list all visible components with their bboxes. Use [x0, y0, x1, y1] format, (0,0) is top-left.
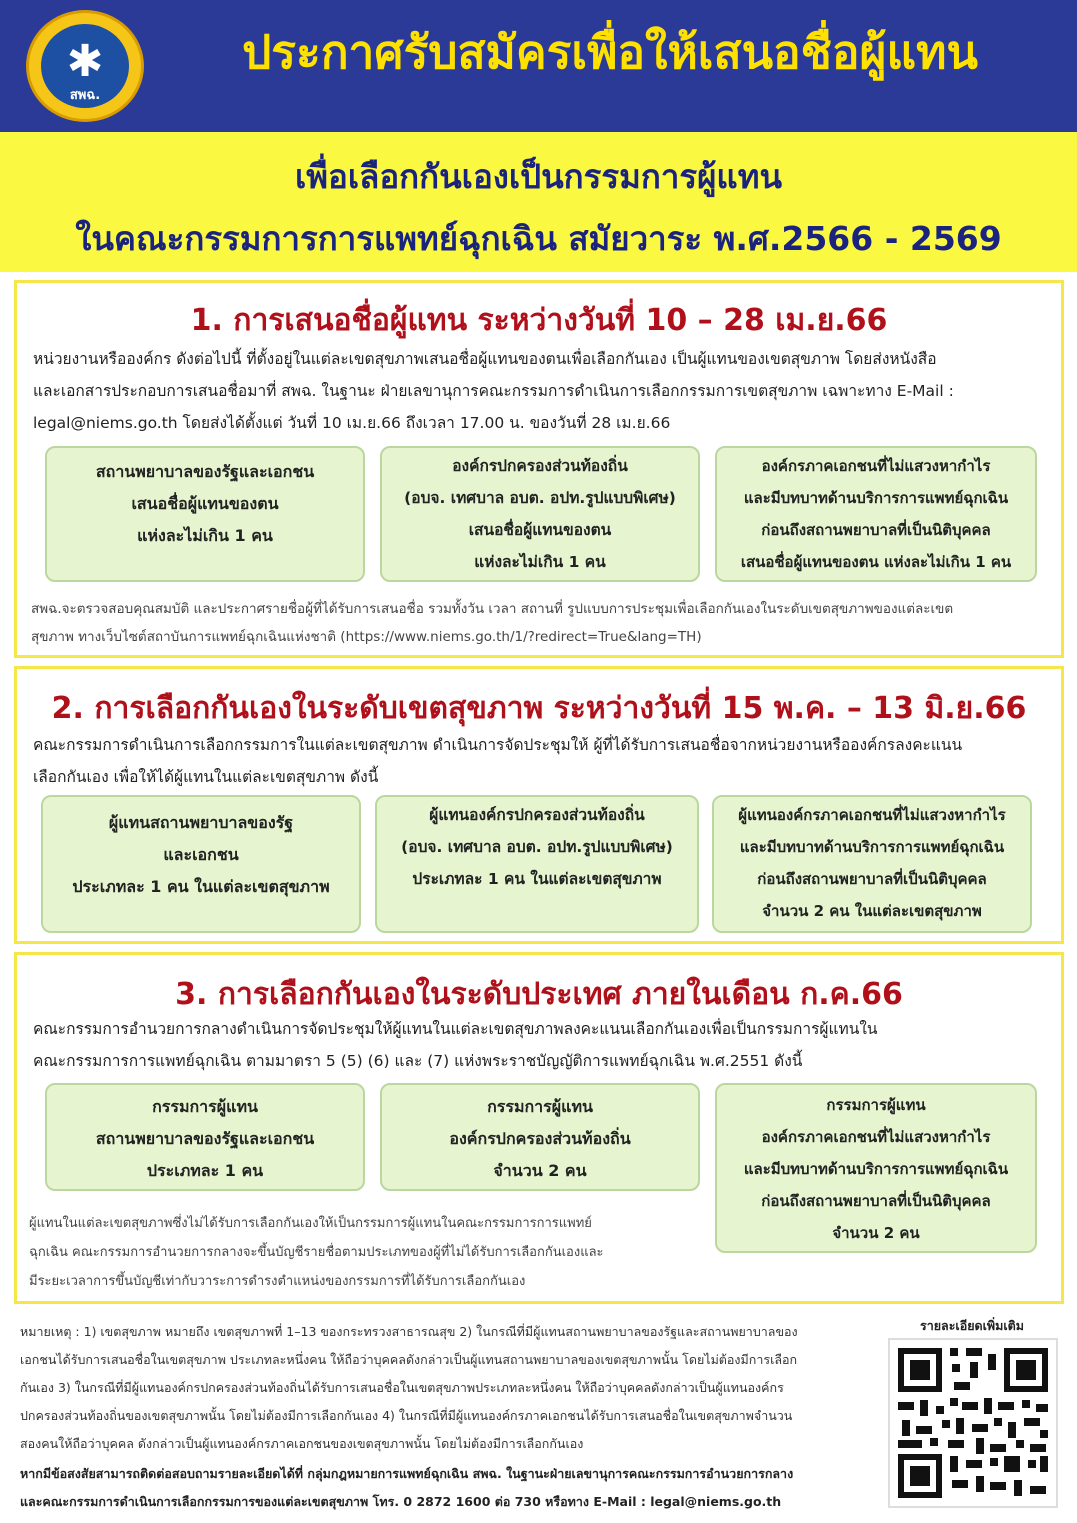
nominee-box-private-org: องค์กรภาคเอกชนที่ไม่แสวงหากำไร และมีบทบาทด้านบริการการแพทย์ฉุกเฉิน ก่อนถึงสถานพยาบาลที่เป็นนิติบุคคล เสนอชื่อผู้แทนของตน แห่งละไม่เกิน 1 คน: [715, 446, 1037, 582]
representative-box-local-gov: ผู้แทนองค์กรปกครองส่วนท้องถิ่น (อบจ. เทศบาล อบต. อปท.รูปแบบพิเศษ) ประเภทละ 1 คน ในแต่ละเขตสุขภาพ: [375, 795, 699, 933]
representative-box-hospitals: ผู้แทนสถานพยาบาลของรัฐ และเอกชน ประเภทละ 1 คน ในแต่ละเขตสุขภาพ: [41, 795, 361, 933]
committee-box-hospitals: กรรมการผู้แทน สถานพยาบาลของรัฐและเอกชน ประเภทละ 1 คน: [45, 1083, 365, 1191]
committee-box-private-org: กรรมการผู้แทน องค์กรภาคเอกชนที่ไม่แสวงหากำไร และมีบทบาทด้านบริการการแพทย์ฉุกเฉิน ก่อนถึงสถานพยาบาลที่เป็นนิติบุคคล จำนวน 2 คน: [715, 1083, 1037, 1253]
section-paragraph: คณะกรรมการอำนวยการกลางดำเนินการจัดประชุมให้ผู้แทนในแต่ละเขตสุขภาพลงคะแนนเลือกกันเองเพื่อเป็นกรรมการผู้แทนใน คณะกรรมการการแพทย์ฉุกเฉิน ตามมาตรา 5 (5) (6) และ (7) แห่งพระราชบัญญัติการแพทย์ฉุกเฉิน พ.ศ.2551 ดังนี้: [33, 1020, 878, 1070]
section-note: ผู้แทนในแต่ละเขตสุขภาพซึ่งไม่ได้รับการเลือกกันเองให้เป็นกรรมการผู้แทนในคณะกรรมการการแพทย์ ฉุกเฉิน คณะกรรมการอำนวยการกลางจะขึ้นบัญชีรายชื่อตามประเภทของผู้ที่ไม่ได้รับการเลือกกันเองและ มีระยะเวลาการขึ้นบัญชีเท่ากับวาระการดำรงตำแหน่งของกรรมการที่ได้รับการเลือกกันเอง: [29, 1216, 604, 1289]
section-title: 1. การเสนอชื่อผู้แทน ระหว่างวันที่ 10 – 28 เม.ย.66: [190, 303, 888, 338]
footer-contact: หากมีข้อสงสัยสามารถติดต่อสอบถามรายละเอียดได้ที่ กลุ่มกฎหมายการแพทย์ฉุกเฉิน สพฉ. ในฐานะฝ่ายเลขานุการคณะกรรมการอำนวยการกลาง และคณะกรรมการดำเนินการเลือกกรรมการของแต่ละเขตสุขภาพ โทร. 0 2872 1600 ต่อ 730 หรือทาง E-Mail : legal@niems.go.th: [20, 1466, 794, 1509]
section-regional-selection: [14, 666, 1064, 944]
qr-code[interactable]: [888, 1338, 1058, 1508]
section-national-selection: [14, 952, 1064, 1304]
header-banner: [0, 0, 1077, 132]
logo-text: สพฉ.: [69, 88, 101, 103]
qr-code-icon: [890, 1340, 1056, 1506]
star-of-life-icon: ✱: [66, 36, 104, 87]
section-title: 2. การเลือกกันเองในระดับเขตสุขภาพ ระหว่างวันที่ 15 พ.ค. – 13 มิ.ย.66: [51, 691, 1027, 726]
section-note: สพฉ.จะตรวจสอบคุณสมบัติ และประกาศรายชื่อผู้ที่ได้รับการเสนอชื่อ รวมทั้งวัน เวลา สถานที่ รูปแบบการประชุมเพื่อเลือกกันเองในระดับเขตสุขภาพของแต่ละเขต สุขภาพ ทางเว็บไซต์สถาบันการแพทย์ฉุกเฉินแห่งชาติ (https://www.niems.go.th/1/?redirect=True&lang=TH): [31, 601, 954, 645]
footer-remark: หมายเหตุ : 1) เขตสุขภาพ หมายถึง เขตสุขภาพที่ 1–13 ของกระทรวงสาธารณสุข 2) ในกรณีที่มีผู้แทนสถานพยาบาลของรัฐและสถานพยาบาลของ เอกชนได้รับการเสนอชื่อในเขตสุขภาพ ประเภทละหนึ่งคน ให้ถือว่าบุคคลดังกล่าวเป็นผู้แทนสถานพยาบาลของเขตสุขภาพนั้น โดยไม่ต้องมีการเลือก กันเอง 3) ในกรณีที่มีผู้แทนองค์กรปกครองส่วนท้องถิ่นได้รับการเสนอชื่อในเขตสุขภาพประเภทละหนึ่งคน ให้ถือว่าบุคคลดังกล่าวเป็นผู้แทนองค์กร ปกครองส่วนท้องถิ่นของเขตสุขภาพนั้น โดยไม่ต้องมีการเลือกกันเอง 4) ในกรณีที่มีผู้แทนองค์กรภาคเอกชนได้รับการเสนอชื่อในเขตสุขภาพจำนวน สองคนให้ถือว่าบุคคล ดังกล่าวเป็นผู้แทนองค์กรภาคเอกชนของเขตสุขภาพนั้น โดยไม่ต้องมีการเลือกกันเอง: [20, 1324, 798, 1451]
nominee-box-hospitals: สถานพยาบาลของรัฐและเอกชน เสนอชื่อผู้แทนของตน แห่งละไม่เกิน 1 คน: [45, 446, 365, 582]
niems-logo: [26, 10, 144, 122]
section-title: 3. การเลือกกันเองในระดับประเทศ ภายในเดือน ก.ค.66: [175, 977, 903, 1012]
page-title: ประกาศรับสมัครเพื่อให้เสนอชื่อผู้แทน: [242, 25, 978, 79]
nominee-box-local-gov: องค์กรปกครองส่วนท้องถิ่น (อบจ. เทศบาล อบต. อปท.รูปแบบพิเศษ) เสนอชื่อผู้แทนของตน แห่งละไม่เกิน 1 คน: [380, 446, 700, 582]
section-paragraph: หน่วยงานหรือองค์กร ดังต่อไปนี้ ที่ตั้งอยู่ในแต่ละเขตสุขภาพเสนอชื่อผู้แทนของตนเพื่อเลือกกันเอง เป็นผู้แทนของเขตสุขภาพ โดยส่งหนังสือ และเอกสารประกอบการเสนอชื่อมาที่ สพฉ. ในฐานะ ฝ่ายเลขานุการคณะกรรมการดำเนินการเลือกกรรมการเขตสุขภาพ เฉพาะทาง E-Mail : legal@niems.go.th โดยส่งได้ตั้งแต่ วันที่ 10 เม.ย.66 ถึงเวลา 17.00 น. ของวันที่ 28 เม.ย.66: [33, 350, 954, 432]
subtitle-line-2: ในคณะกรรมการการแพทย์ฉุกเฉิน สมัยวาระ พ.ศ.2566 - 2569: [75, 219, 1002, 258]
representative-box-private-org: ผู้แทนองค์กรภาคเอกชนที่ไม่แสวงหากำไร และมีบทบาทด้านบริการการแพทย์ฉุกเฉิน ก่อนถึงสถานพยาบาลที่เป็นนิติบุคคล จำนวน 2 คน ในแต่ละเขตสุขภาพ: [712, 795, 1032, 933]
committee-box-local-gov: กรรมการผู้แทน องค์กรปกครองส่วนท้องถิ่น จำนวน 2 คน: [380, 1083, 700, 1191]
section-nomination: [14, 280, 1064, 658]
subtitle-line-1: เพื่อเลือกกันเองเป็นกรรมการผู้แทน: [294, 157, 783, 196]
section-paragraph: คณะกรรมการดำเนินการเลือกกรรมการในแต่ละเขตสุขภาพ ดำเนินการจัดประชุมให้ ผู้ที่ได้รับการเสนอชื่อจากหน่วยงานหรือองค์กรลงคะแนน เลือกกันเอง เพื่อให้ได้ผู้แทนในแต่ละเขตสุขภาพ ดังนี้: [33, 736, 963, 786]
qr-caption: รายละเอียดเพิ่มเติม: [920, 1318, 1025, 1333]
